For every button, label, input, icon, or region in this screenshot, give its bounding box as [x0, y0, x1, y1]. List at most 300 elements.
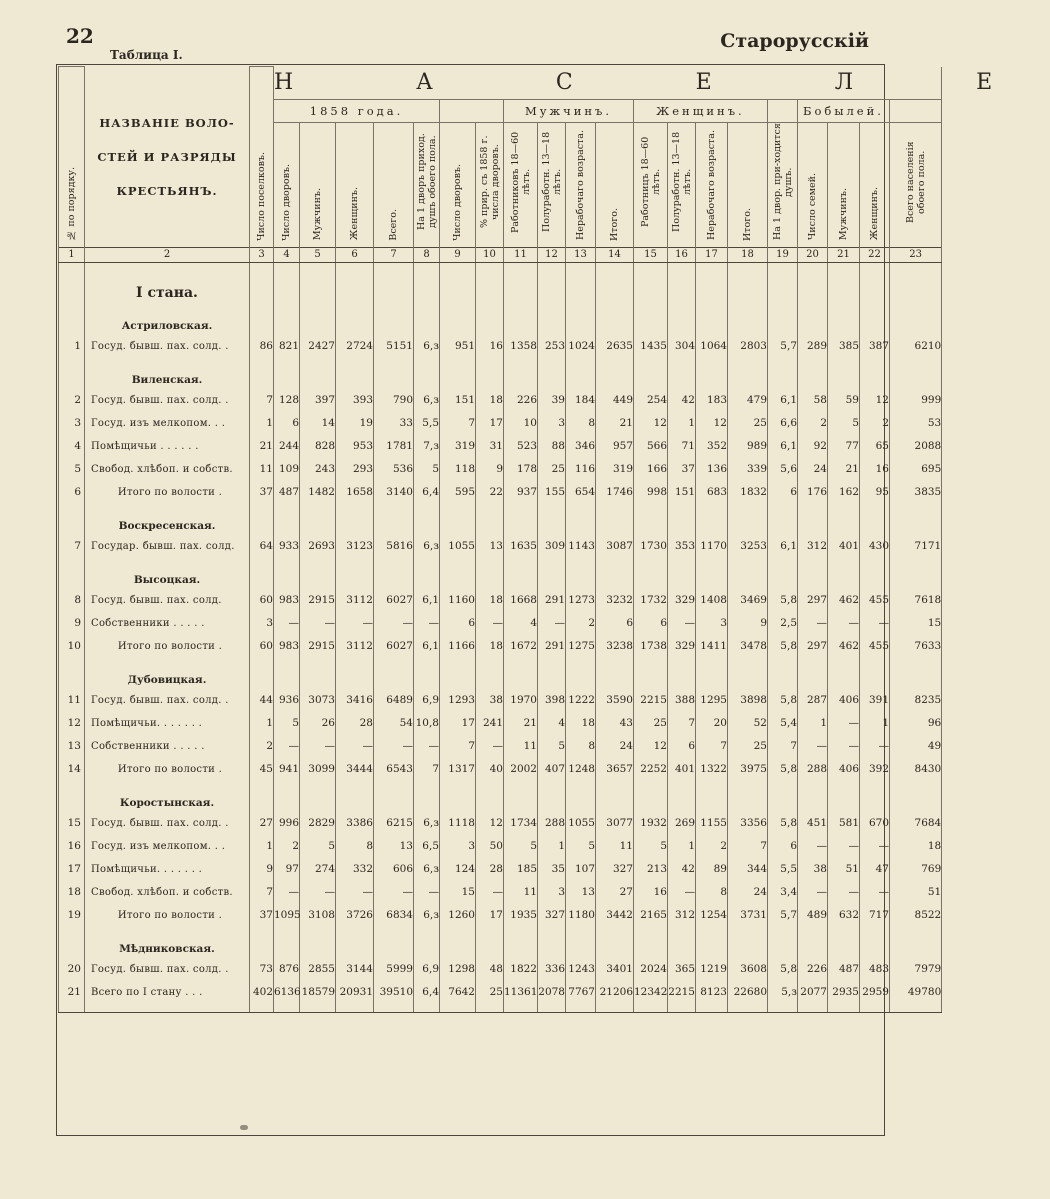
empty-cell [668, 262, 696, 304]
value-cell: 6,1 [414, 635, 440, 658]
value-cell: 6027 [374, 635, 414, 658]
value-cell: 2078 [538, 981, 566, 1004]
value-cell: 6,з [414, 904, 440, 927]
value-cell: 5,7 [768, 904, 798, 927]
empty-cell [768, 927, 798, 958]
value-cell: 2427 [300, 335, 336, 358]
value-cell: 2024 [634, 958, 668, 981]
empty-cell [890, 304, 942, 335]
value-cell: 6,5 [414, 835, 440, 858]
row-number: 13 [59, 735, 85, 758]
empty-cell [696, 927, 728, 958]
value-cell: 6543 [374, 758, 414, 781]
empty-cell [300, 504, 336, 535]
value-cell: 47 [860, 858, 890, 881]
value-cell: 1635 [504, 535, 538, 558]
value-cell: 12 [634, 735, 668, 758]
header-c9: Число дворовъ. [440, 122, 476, 247]
empty-cell [504, 927, 538, 958]
value-cell: 96 [890, 712, 942, 735]
column-number-row [59, 247, 942, 262]
empty-cell [504, 658, 538, 689]
value-cell: 312 [668, 904, 696, 927]
volost-name: Воскресенская. [85, 504, 250, 535]
empty-cell [476, 558, 504, 589]
value-cell: 1970 [504, 689, 538, 712]
value-cell: 1295 [696, 689, 728, 712]
empty-cell [890, 781, 942, 812]
column-number: 20 [798, 247, 828, 262]
value-cell: 566 [634, 435, 668, 458]
value-cell: 1411 [696, 635, 728, 658]
header-naselenie: Н А С Е Л Е [274, 67, 942, 100]
value-cell: 58 [798, 389, 828, 412]
value-cell: 59 [828, 389, 860, 412]
value-cell: — [300, 612, 336, 635]
value-cell: 37 [250, 904, 274, 927]
empty-cell [250, 658, 274, 689]
value-cell: 24 [728, 881, 768, 904]
value-cell: 1 [860, 712, 890, 735]
row-category: Свобод. хлѣбоп. и собств. [85, 881, 250, 904]
empty-cell [566, 504, 596, 535]
value-cell: 92 [798, 435, 828, 458]
value-cell: 309 [538, 535, 566, 558]
header-c17: Нерабочаго возраста. [696, 122, 728, 247]
value-cell: 253 [538, 335, 566, 358]
value-cell: 35 [538, 858, 566, 881]
empty-cell [300, 358, 336, 389]
empty-cell [250, 304, 274, 335]
value-cell: 18 [890, 835, 942, 858]
value-cell: 1160 [440, 589, 476, 612]
value-cell: 25 [728, 412, 768, 435]
value-cell: 49 [890, 735, 942, 758]
value-cell: 717 [860, 904, 890, 927]
value-cell: — [860, 612, 890, 635]
value-cell: 339 [728, 458, 768, 481]
row-category: Собственники . . . . . [85, 735, 250, 758]
empty-cell [798, 781, 828, 812]
column-number: 7 [374, 247, 414, 262]
value-cell: 3386 [336, 812, 374, 835]
empty-cell [538, 927, 566, 958]
value-cell: 16 [476, 335, 504, 358]
row-category: Помѣщичьи. . . . . . . [85, 712, 250, 735]
value-cell: 387 [860, 335, 890, 358]
row-number: 21 [59, 981, 85, 1004]
empty-cell [696, 658, 728, 689]
empty-cell [596, 304, 634, 335]
value-cell: — [336, 612, 374, 635]
empty-cell [828, 358, 860, 389]
value-cell: 4 [504, 612, 538, 635]
empty-cell [374, 927, 414, 958]
value-cell: 1358 [504, 335, 538, 358]
value-cell: 6489 [374, 689, 414, 712]
value-cell: 54 [374, 712, 414, 735]
value-cell: 319 [440, 435, 476, 458]
value-cell: 7618 [890, 589, 942, 612]
empty-cell [440, 1004, 476, 1013]
value-cell: 53 [890, 412, 942, 435]
column-number: 2 [85, 247, 250, 262]
empty-cell [374, 262, 414, 304]
empty-cell [696, 558, 728, 589]
column-number: 1 [59, 247, 85, 262]
value-cell: 5 [538, 735, 566, 758]
column-number: 8 [414, 247, 440, 262]
empty-cell [566, 358, 596, 389]
value-cell: 3444 [336, 758, 374, 781]
value-cell: 3356 [728, 812, 768, 835]
value-cell: 166 [634, 458, 668, 481]
empty-cell [374, 304, 414, 335]
header-name-line-3: КРЕСТЬЯНЪ. [116, 183, 218, 198]
value-cell: 48 [476, 958, 504, 981]
value-cell: 3401 [596, 958, 634, 981]
value-cell: 136 [696, 458, 728, 481]
row-number: 6 [59, 481, 85, 504]
empty-cell [768, 304, 798, 335]
row-number: 1 [59, 335, 85, 358]
value-cell: 385 [828, 335, 860, 358]
value-cell: 352 [696, 435, 728, 458]
value-cell: — [300, 735, 336, 758]
value-cell: 2 [798, 412, 828, 435]
empty-cell [414, 304, 440, 335]
value-cell: — [414, 735, 440, 758]
value-cell: 937 [504, 481, 538, 504]
value-cell: 9 [728, 612, 768, 635]
value-cell: — [828, 735, 860, 758]
header-c18: Итого. [728, 122, 768, 247]
header-c11: Работниковъ 18—60 лѣтъ. [504, 122, 538, 247]
value-cell: 1166 [440, 635, 476, 658]
row-number: 2 [59, 389, 85, 412]
empty-cell [596, 262, 634, 304]
empty-cell [336, 304, 374, 335]
value-cell: 2855 [300, 958, 336, 981]
value-cell: — [274, 735, 300, 758]
header-c5: Мужчинъ. [300, 122, 336, 247]
value-cell: 21 [504, 712, 538, 735]
value-cell: 15 [440, 881, 476, 904]
value-cell: 6,4 [414, 981, 440, 1004]
empty-cell [300, 658, 336, 689]
header-bobyley: Бобылей. [798, 99, 890, 122]
empty-cell [274, 558, 300, 589]
empty-cell [696, 262, 728, 304]
row-category: Собственники . . . . . [85, 612, 250, 635]
empty-cell [476, 927, 504, 958]
value-cell: 581 [828, 812, 860, 835]
header-settlements: Число поселковъ. [250, 67, 274, 248]
value-cell: 365 [668, 958, 696, 981]
value-cell: 1 [538, 835, 566, 858]
column-number: 15 [634, 247, 668, 262]
value-cell: — [538, 612, 566, 635]
row-category: Всего по I стану . . . [85, 981, 250, 1004]
value-cell: 3 [538, 881, 566, 904]
empty-cell [538, 358, 566, 389]
value-cell: — [828, 881, 860, 904]
value-cell: 95 [860, 481, 890, 504]
value-cell: 1 [250, 412, 274, 435]
value-cell: 2635 [596, 335, 634, 358]
empty-cell [59, 1004, 85, 1013]
header-c8: На 1 дворъ приход. душъ обоего пола. [414, 122, 440, 247]
value-cell: 406 [828, 758, 860, 781]
empty-cell [59, 927, 85, 958]
value-cell: 2215 [668, 981, 696, 1004]
empty-cell [274, 304, 300, 335]
row-category: Итого по волости . [85, 758, 250, 781]
value-cell: — [798, 735, 828, 758]
row-category: Итого по волости . [85, 481, 250, 504]
empty-cell [634, 262, 668, 304]
stan-heading-row [59, 262, 942, 304]
empty-cell [634, 1004, 668, 1013]
value-cell: 64 [250, 535, 274, 558]
value-cell: 3112 [336, 635, 374, 658]
value-cell: 2215 [634, 689, 668, 712]
value-cell: 17 [440, 712, 476, 735]
empty-cell [828, 1004, 860, 1013]
value-cell: 88 [538, 435, 566, 458]
header-row-no: № по порядку. [59, 67, 85, 248]
column-number: 22 [860, 247, 890, 262]
value-cell: 6,1 [768, 435, 798, 458]
value-cell: 2 [274, 835, 300, 858]
row-category: Госуд. изъ мелкопом. . . [85, 835, 250, 858]
empty-cell [596, 504, 634, 535]
empty-cell [336, 558, 374, 589]
empty-cell [634, 358, 668, 389]
value-cell: 7 [440, 735, 476, 758]
table-row [59, 735, 942, 758]
value-cell: 162 [828, 481, 860, 504]
empty-cell [768, 1004, 798, 1013]
value-cell: 25 [634, 712, 668, 735]
value-cell: 941 [274, 758, 300, 781]
column-number: 5 [300, 247, 336, 262]
value-cell: 2959 [860, 981, 890, 1004]
value-cell: 455 [860, 589, 890, 612]
row-number: 18 [59, 881, 85, 904]
value-cell: 996 [274, 812, 300, 835]
value-cell: 243 [300, 458, 336, 481]
value-cell: 5,5 [768, 858, 798, 881]
value-cell: 288 [798, 758, 828, 781]
empty-cell [504, 304, 538, 335]
value-cell: 388 [668, 689, 696, 712]
value-cell: 73 [250, 958, 274, 981]
row-number: 17 [59, 858, 85, 881]
empty-cell [374, 358, 414, 389]
value-cell: 226 [798, 958, 828, 981]
value-cell: 5,8 [768, 958, 798, 981]
value-cell: 3123 [336, 535, 374, 558]
value-cell: 178 [504, 458, 538, 481]
value-cell: 2,5 [768, 612, 798, 635]
value-cell: 5,8 [768, 589, 798, 612]
value-cell: 241 [476, 712, 504, 735]
empty-cell [668, 1004, 696, 1013]
value-cell: 288 [538, 812, 566, 835]
header-c4: Число дворовъ. [274, 122, 300, 247]
value-cell: 25 [538, 458, 566, 481]
value-cell: 42 [668, 858, 696, 881]
value-cell: — [798, 881, 828, 904]
value-cell: 11 [596, 835, 634, 858]
empty-cell [668, 558, 696, 589]
value-cell: 49780 [890, 981, 942, 1004]
empty-cell [728, 358, 768, 389]
value-cell: 16 [634, 881, 668, 904]
empty-cell [504, 558, 538, 589]
value-cell: 43 [596, 712, 634, 735]
column-number: 11 [504, 247, 538, 262]
value-cell: 951 [440, 335, 476, 358]
header-c20: Число семей. [798, 122, 828, 247]
empty-cell [890, 1004, 942, 1013]
value-cell: 6 [596, 612, 634, 635]
row-category: Госуд. бывш. пах. солд. . [85, 958, 250, 981]
value-cell: 2002 [504, 758, 538, 781]
value-cell: 12342 [634, 981, 668, 1004]
value-cell: 7979 [890, 958, 942, 981]
value-cell: 6 [440, 612, 476, 635]
volost-heading-row [59, 927, 942, 958]
value-cell: 6 [668, 735, 696, 758]
value-cell: 8 [566, 735, 596, 758]
running-head: Старорусскій [720, 30, 869, 52]
empty-cell [250, 504, 274, 535]
value-cell: 1170 [696, 535, 728, 558]
page-number: 22 [66, 24, 94, 48]
row-category: Госуд. изъ мелкопом. . . [85, 412, 250, 435]
empty-cell [504, 504, 538, 535]
empty-cell [476, 1004, 504, 1013]
value-cell: 3726 [336, 904, 374, 927]
value-cell: 2 [696, 835, 728, 858]
value-cell: 654 [566, 481, 596, 504]
header-zhenshchin: Женщинъ. [634, 99, 768, 122]
value-cell: 9 [250, 858, 274, 881]
value-cell: — [828, 712, 860, 735]
empty-cell [634, 504, 668, 535]
value-cell: 1781 [374, 435, 414, 458]
value-cell: 828 [300, 435, 336, 458]
empty-cell [668, 927, 696, 958]
value-cell: 1732 [634, 589, 668, 612]
value-cell: 176 [798, 481, 828, 504]
value-cell: 3099 [300, 758, 336, 781]
value-cell: 1 [798, 712, 828, 735]
value-cell: 39510 [374, 981, 414, 1004]
value-cell: 1435 [634, 335, 668, 358]
value-cell: 462 [828, 635, 860, 658]
empty-cell [250, 358, 274, 389]
table-row [59, 881, 942, 904]
value-cell: 2252 [634, 758, 668, 781]
value-cell: 989 [728, 435, 768, 458]
value-cell: 5,5 [414, 412, 440, 435]
volost-name: Мѣдниковская. [85, 927, 250, 958]
value-cell: 37 [668, 458, 696, 481]
volost-heading-row [59, 658, 942, 689]
value-cell: 40 [476, 758, 504, 781]
empty-cell [566, 262, 596, 304]
ink-smudge [240, 1125, 248, 1130]
value-cell: 27 [596, 881, 634, 904]
value-cell: 7 [250, 389, 274, 412]
value-cell: 18 [566, 712, 596, 735]
value-cell: 6 [634, 612, 668, 635]
empty-cell [538, 304, 566, 335]
value-cell: 327 [596, 858, 634, 881]
header-c12: Полуработн. 13—18 лѣтъ. [538, 122, 566, 247]
empty-cell [596, 358, 634, 389]
volost-heading-row [59, 781, 942, 812]
value-cell: 407 [538, 758, 566, 781]
row-category: Госуд. бывш. пах. солд. . [85, 812, 250, 835]
value-cell: 11 [504, 735, 538, 758]
empty-cell [440, 781, 476, 812]
empty-cell [728, 1004, 768, 1013]
row-number: 5 [59, 458, 85, 481]
value-cell: — [668, 881, 696, 904]
value-cell: 1935 [504, 904, 538, 927]
empty-cell [414, 558, 440, 589]
value-cell: 1 [668, 412, 696, 435]
empty-cell [668, 658, 696, 689]
empty-cell [414, 262, 440, 304]
value-cell: 7 [768, 735, 798, 758]
value-cell: 632 [828, 904, 860, 927]
value-cell: 14 [300, 412, 336, 435]
empty-cell [696, 781, 728, 812]
value-cell: 5 [566, 835, 596, 858]
empty-cell [300, 1004, 336, 1013]
table-body [59, 262, 942, 1012]
value-cell: 7642 [440, 981, 476, 1004]
empty-cell [798, 262, 828, 304]
empty-cell [440, 927, 476, 958]
value-cell: 7684 [890, 812, 942, 835]
empty-cell [414, 658, 440, 689]
row-number: 7 [59, 535, 85, 558]
value-cell: 297 [798, 635, 828, 658]
value-cell: 933 [274, 535, 300, 558]
value-cell: — [374, 612, 414, 635]
value-cell: 11 [504, 881, 538, 904]
value-cell: 489 [798, 904, 828, 927]
value-cell: 6,1 [768, 535, 798, 558]
empty-cell [728, 927, 768, 958]
value-cell: 393 [336, 389, 374, 412]
table-row [59, 412, 942, 435]
empty-cell [476, 358, 504, 389]
value-cell: 107 [566, 858, 596, 881]
empty-cell [85, 1004, 250, 1013]
value-cell: 5 [504, 835, 538, 858]
empty-cell [336, 927, 374, 958]
value-cell: — [668, 612, 696, 635]
stan-title: I стана. [85, 262, 250, 304]
volost-name: Астриловская. [85, 304, 250, 335]
